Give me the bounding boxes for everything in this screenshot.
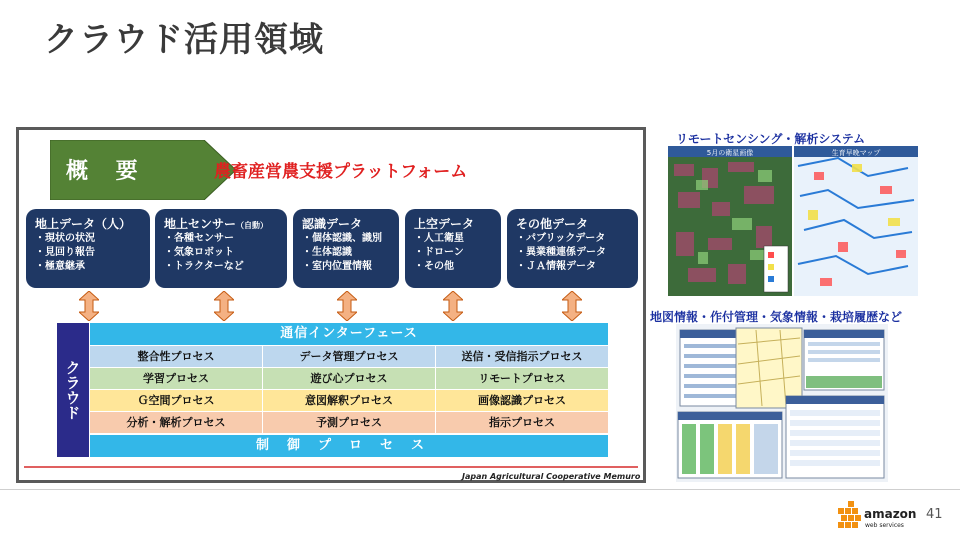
source-item: ・室内位置情報 xyxy=(302,261,372,272)
aws-logo-icon xyxy=(838,500,918,530)
source-item: ・その他 xyxy=(414,261,454,272)
process-grid xyxy=(90,346,608,433)
source-item: ・各種センサー xyxy=(164,233,234,244)
process-cell: リモートプロセス xyxy=(436,368,608,389)
source-box-ground-human xyxy=(26,209,150,288)
process-cell: 指示プロセス xyxy=(436,412,608,433)
process-cell: Ｇ空間プロセス xyxy=(90,390,262,411)
map-info-caption: 地図情報・作付管理・気象情報・栽培履歴など xyxy=(650,310,903,324)
aws-sub-text: web services xyxy=(865,522,904,529)
process-cell: 送信・受信指示プロセス xyxy=(436,346,608,367)
page-number: 41 xyxy=(926,507,943,522)
comm-interface-bar: 通信インターフェース xyxy=(90,323,608,345)
process-cell: 遊び心プロセス xyxy=(263,368,435,389)
aws-brand-text: amazon xyxy=(864,507,917,521)
growth-map-caption: 生育早晩マップ xyxy=(831,149,881,157)
slide-title: クラウド活用領域 xyxy=(44,20,324,60)
source-title: 地上データ（人） xyxy=(35,217,132,231)
double-arrow-icon xyxy=(79,291,99,321)
source-box-ground-sensor xyxy=(155,209,287,288)
double-arrow-icon xyxy=(562,291,582,321)
source-item: ・気象ロボット xyxy=(164,247,234,258)
process-cell: 画像認識プロセス xyxy=(436,390,608,411)
control-process-bar: 制御プロセス xyxy=(90,435,608,457)
process-cell: 分析・解析プロセス xyxy=(90,412,262,433)
software-screenshots xyxy=(676,324,888,482)
satellite-caption: 5月の衛星画像 xyxy=(706,149,754,157)
source-note: （自動） xyxy=(236,221,269,230)
process-cell: 予測プロセス xyxy=(263,412,435,433)
source-item: ・生体認識 xyxy=(302,247,352,258)
source-item: ・ドローン xyxy=(414,247,464,258)
source-box-other xyxy=(507,209,638,288)
source-item: ・異業種連係データ xyxy=(516,247,606,258)
satellite-images xyxy=(668,146,918,296)
source-item: ・見回り報告 xyxy=(35,247,95,258)
double-arrow-icon xyxy=(214,291,234,321)
source-item: ・パブリックデータ xyxy=(516,233,606,244)
process-cell: 意図解釈プロセス xyxy=(263,390,435,411)
process-cell: 学習プロセス xyxy=(90,368,262,389)
source-title: 地上センサー（自動） xyxy=(164,217,269,231)
source-item: ・現状の状況 xyxy=(35,233,95,244)
cloud-label: クラウド xyxy=(57,323,89,457)
platform-title: 農畜産営農支援プラットフォーム xyxy=(214,162,468,182)
process-cell: 整合性プロセス xyxy=(90,346,262,367)
source-box-aerial xyxy=(405,209,501,288)
overview-label: 概 要 xyxy=(66,159,148,184)
source-title: 上空データ xyxy=(414,217,475,231)
source-box-recognition xyxy=(293,209,399,288)
footer-divider xyxy=(0,489,960,490)
source-item: ・ＪＡ情報データ xyxy=(516,261,596,272)
remote-sensing-title: リモートセンシング・解析システム xyxy=(676,132,866,146)
source-item: ・個体認識、識別 xyxy=(302,233,382,244)
credit-text: Japan Agricultural Cooperative Memuro xyxy=(462,472,641,481)
source-item: ・人工衛星 xyxy=(414,233,464,244)
source-title: 認識データ xyxy=(302,217,363,231)
divider-line xyxy=(24,466,638,468)
source-title: その他データ xyxy=(516,217,589,231)
double-arrow-icon xyxy=(443,291,463,321)
source-item: ・トラクターなど xyxy=(164,261,244,272)
double-arrow-icon xyxy=(337,291,357,321)
process-cell: データ管理プロセス xyxy=(263,346,435,367)
source-item: ・極意継承 xyxy=(35,261,85,272)
